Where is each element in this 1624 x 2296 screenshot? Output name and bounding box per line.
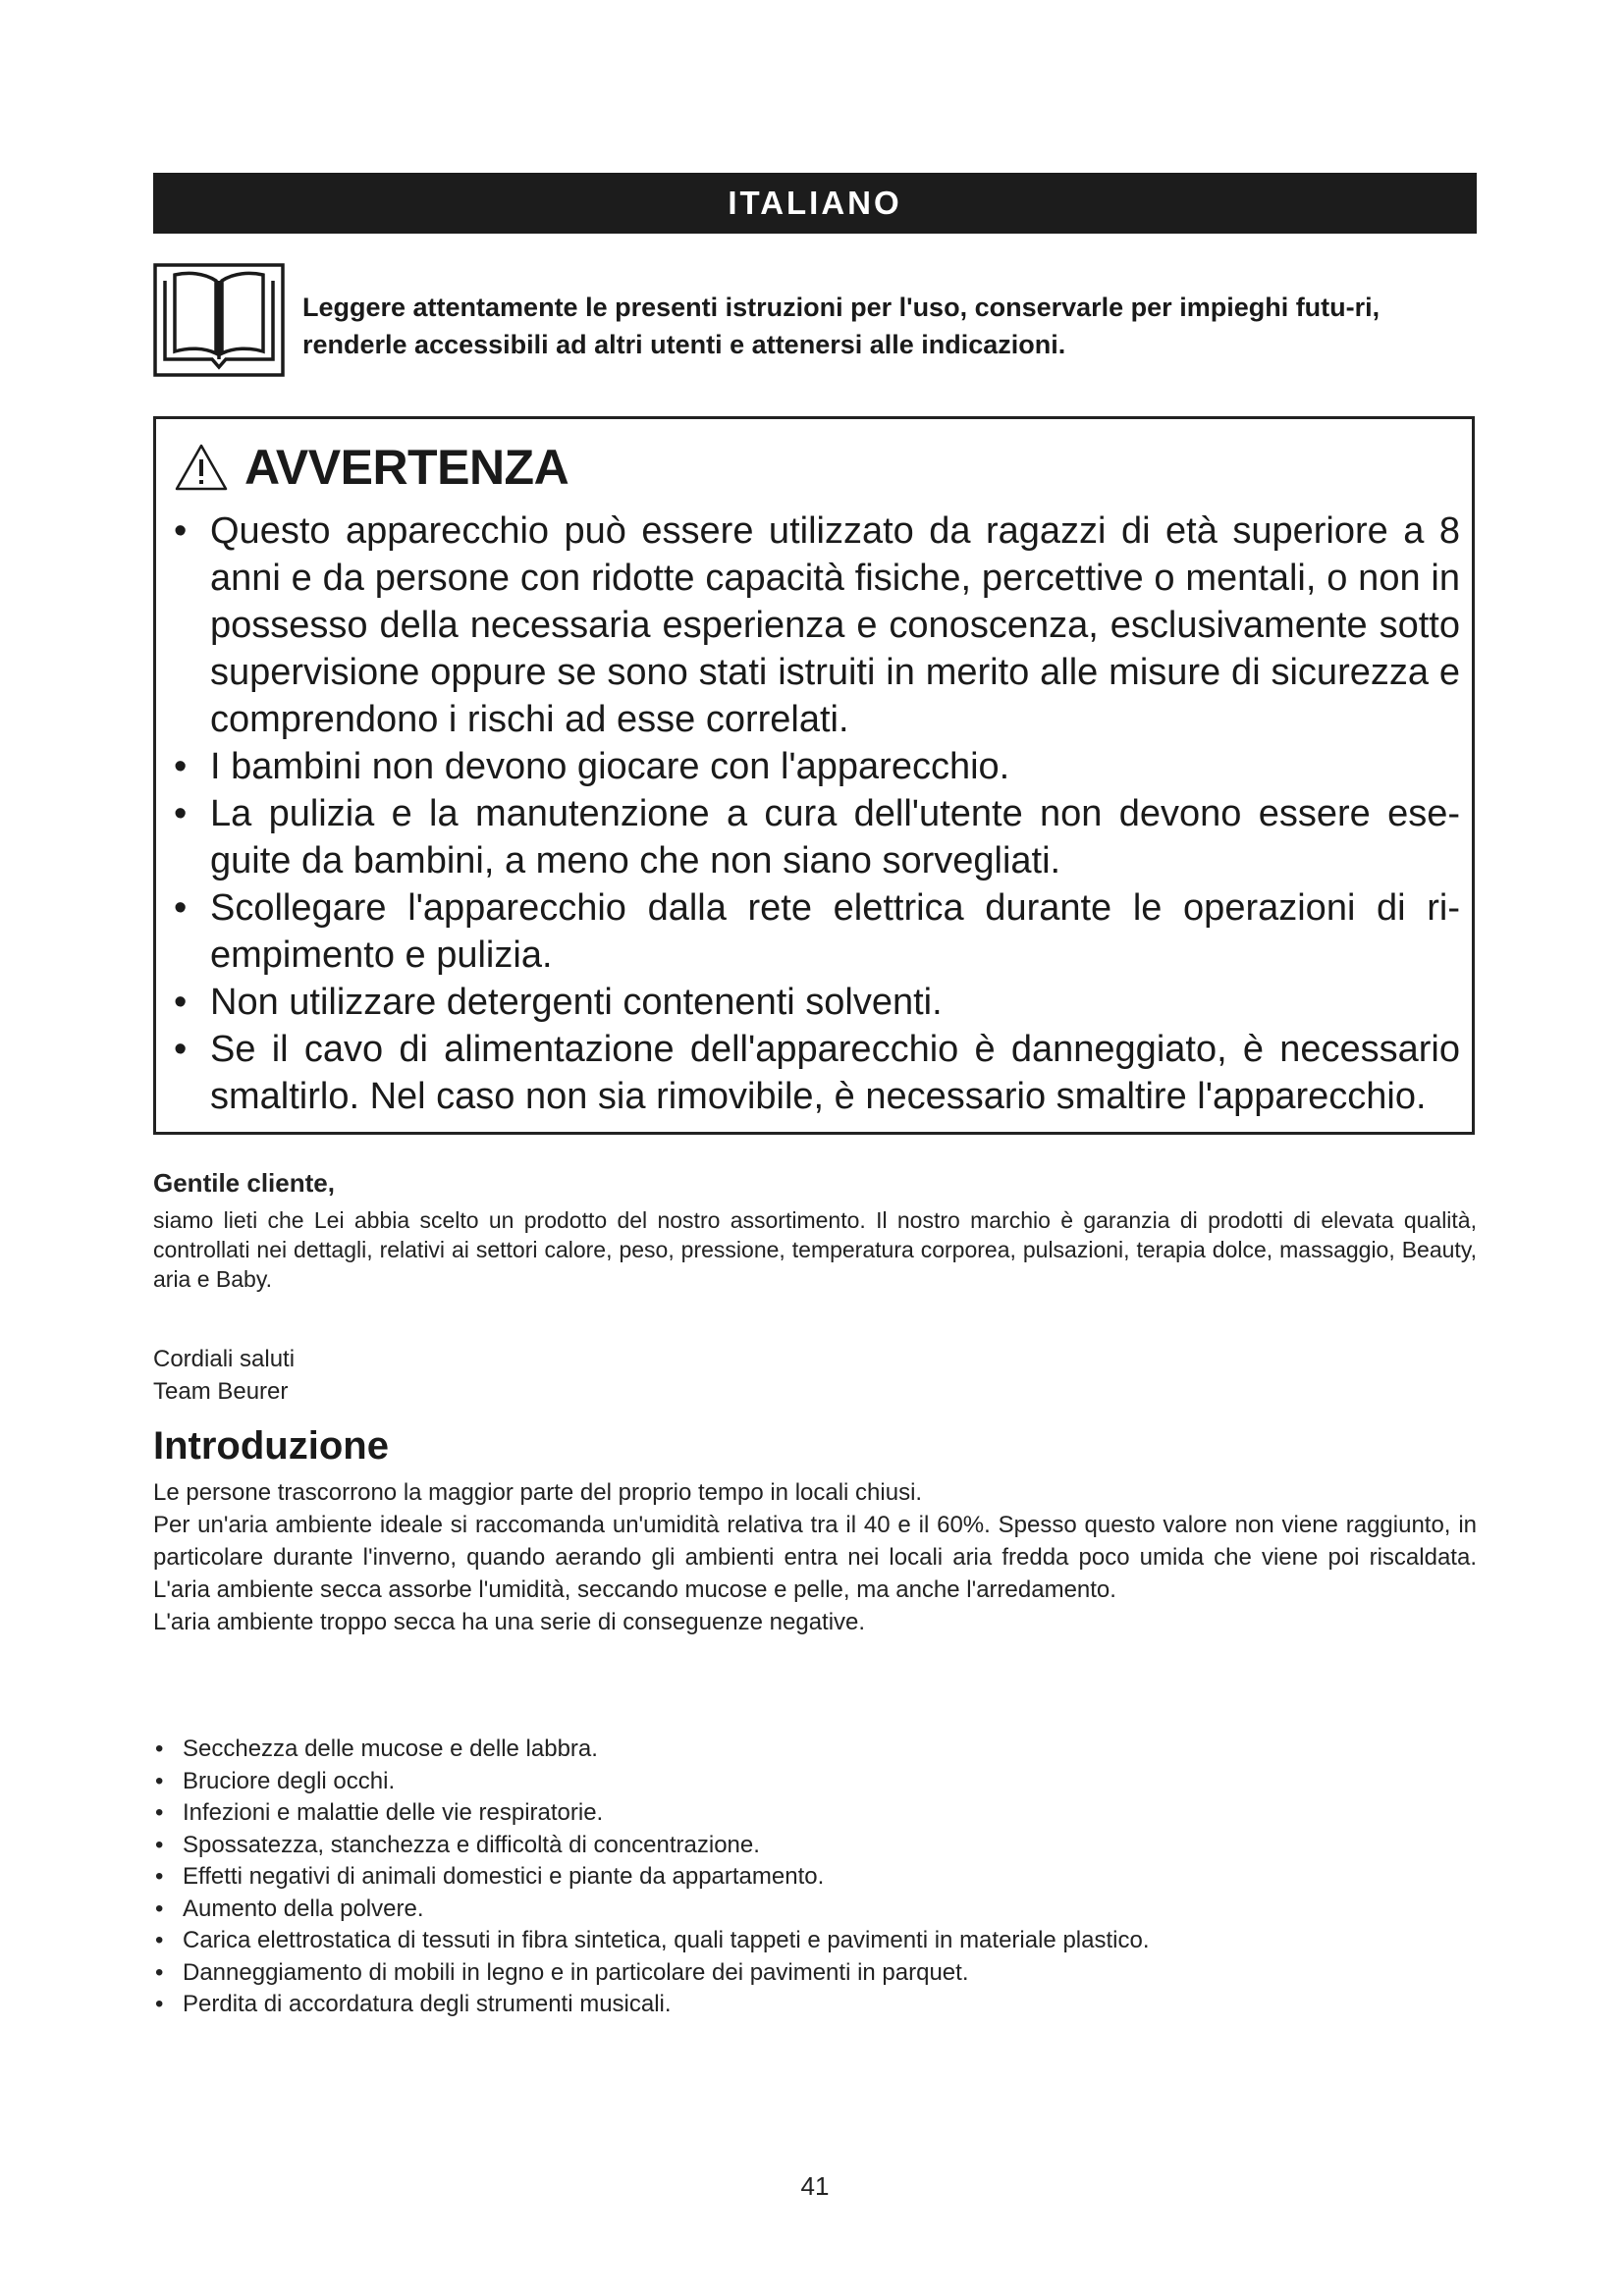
language-header-bar bbox=[153, 173, 1477, 234]
language-label: ITALIANO bbox=[728, 185, 902, 221]
manual-page bbox=[153, 0, 1477, 2296]
consequence-text: Spossatezza, stanchezza e difficoltà di concentrazione. bbox=[183, 1831, 760, 1858]
consequence-text: Aumento della polvere. bbox=[183, 1895, 424, 1922]
consequence-text: Carica elettrostatica di tessuti in fibra sintetica, quali tappeti e pavimenti in materiale plastico. bbox=[183, 1927, 1150, 1953]
warning-item-text: Questo apparecchio può essere utilizzato da ragazzi di età superiore a 8 anni e da persone con ridotte capacità fisiche, percettive o mentali, o non in possesso della necessaria esperienza e conoscenza, esclusivamente sotto supervisione oppure se sono stati istruiti in merito alle misure di sicurezza e comprendono i rischi ad esse correlati. bbox=[210, 510, 1460, 740]
greeting-title: Gentile cliente, bbox=[153, 1168, 335, 1198]
warning-item-text: Non utilizzare detergenti contenenti solventi. bbox=[210, 982, 943, 1023]
intro-body bbox=[153, 1476, 1477, 1638]
warning-item bbox=[156, 507, 1472, 743]
greeting-body: siamo lieti che Lei abbia scelto un prodotto del nostro assortimento. Il nostro marchio è garanzia di prodotti di elevata qualità, controllati nei dettagli, relativi ai settori calore, peso, pressione, temperatura corporea, pulsazioni, terapia dolce, massaggio, Beauty, aria e Baby. bbox=[153, 1207, 1477, 1292]
warning-item-text: I bambini non devono giocare con l'apparecchio. bbox=[210, 746, 1010, 787]
closing-block bbox=[153, 1343, 1477, 1408]
consequence-item bbox=[153, 1797, 1477, 1830]
bullet-icon: • bbox=[155, 1767, 164, 1794]
bullet-icon: • bbox=[155, 1735, 164, 1762]
intro-heading: Introduzione bbox=[153, 1424, 389, 1468]
consequence-item bbox=[153, 1861, 1477, 1894]
warning-item bbox=[156, 979, 1472, 1026]
warning-triangle-icon bbox=[174, 443, 229, 492]
open-book-icon bbox=[153, 263, 285, 377]
intro-paragraph: Per un'aria ambiente ideale si raccomanda un'umidità relativa tra il 40 e il 60%. Spesso questo valore non viene raggiunto, in particolare durante l'inverno, quando aerando gli ambienti entra nei locali aria fredda poco umida che viene poi riscaldata. L'aria ambiente secca assorbe l'umidità, seccando mucose e pelle, ma anche l'arredamento. bbox=[153, 1512, 1477, 1603]
warning-header bbox=[174, 433, 568, 502]
warning-item bbox=[156, 884, 1472, 979]
read-instructions-text: Leggere attentamente le presenti istruzioni per l'uso, conservarle per impieghi futu-ri, renderle accessibili ad altri utenti e attenersi alle indicazioni. bbox=[302, 293, 1380, 359]
warning-item bbox=[156, 1026, 1472, 1120]
bullet-icon: • bbox=[174, 510, 188, 552]
consequence-text: Secchezza delle mucose e delle labbra. bbox=[183, 1735, 598, 1762]
bullet-icon: • bbox=[174, 746, 188, 787]
read-instructions-notice bbox=[153, 263, 1477, 377]
consequences-list bbox=[153, 1734, 1477, 2021]
bullet-icon: • bbox=[155, 1958, 164, 1986]
warning-item bbox=[156, 743, 1472, 790]
bullet-icon: • bbox=[155, 1863, 164, 1890]
bullet-icon: • bbox=[174, 1029, 188, 1070]
consequence-item bbox=[153, 1989, 1477, 2021]
closing-regards: Cordiali saluti bbox=[153, 1346, 296, 1372]
page-number: 41 bbox=[800, 2171, 830, 2201]
warning-list bbox=[156, 507, 1472, 1120]
bullet-icon: • bbox=[155, 1895, 164, 1922]
warning-item-text: La pulizia e la manutenzione a cura dell'utente non devono essere ese-guite da bambini, a meno che non siano sorvegliati. bbox=[210, 793, 1460, 881]
consequence-text: Danneggiamento di mobili in legno e in particolare dei pavimenti in parquet. bbox=[183, 1958, 969, 1986]
closing-signature: Team Beurer bbox=[153, 1378, 289, 1405]
warning-item-text: Scollegare l'apparecchio dalla rete elettrica durante le operazioni di ri-empimento e pulizia. bbox=[210, 887, 1460, 976]
consequence-text: Effetti negativi di animali domestici e piante da appartamento. bbox=[183, 1863, 825, 1890]
bullet-icon: • bbox=[155, 1927, 164, 1953]
bullet-icon: • bbox=[174, 887, 188, 929]
warning-item-text: Se il cavo di alimentazione dell'apparecchio è danneggiato, è necessario smaltirlo. Nel caso non sia rimovibile, è necessario smaltire l'apparecchio. bbox=[210, 1029, 1460, 1117]
bullet-icon: • bbox=[155, 1991, 164, 2017]
consequence-item bbox=[153, 1957, 1477, 1990]
intro-paragraph: L'aria ambiente troppo secca ha una serie di conseguenze negative. bbox=[153, 1609, 866, 1635]
bullet-icon: • bbox=[174, 982, 188, 1023]
bullet-icon: • bbox=[174, 793, 188, 834]
consequence-item bbox=[153, 1925, 1477, 1957]
warning-box bbox=[153, 416, 1475, 1135]
consequence-item bbox=[153, 1734, 1477, 1766]
bullet-icon: • bbox=[155, 1831, 164, 1858]
warning-title: AVVERTENZA bbox=[244, 440, 569, 495]
consequence-text: Infezioni e malattie delle vie respiratorie. bbox=[183, 1799, 604, 1826]
consequence-text: Perdita di accordatura degli strumenti musicali. bbox=[183, 1991, 672, 2017]
consequence-item bbox=[153, 1766, 1477, 1798]
consequence-text: Bruciore degli occhi. bbox=[183, 1767, 396, 1794]
intro-paragraph: Le persone trascorrono la maggior parte del proprio tempo in locali chiusi. bbox=[153, 1479, 923, 1506]
bullet-icon: • bbox=[155, 1799, 164, 1826]
consequence-item bbox=[153, 1830, 1477, 1862]
warning-item bbox=[156, 790, 1472, 884]
consequence-item bbox=[153, 1894, 1477, 1926]
